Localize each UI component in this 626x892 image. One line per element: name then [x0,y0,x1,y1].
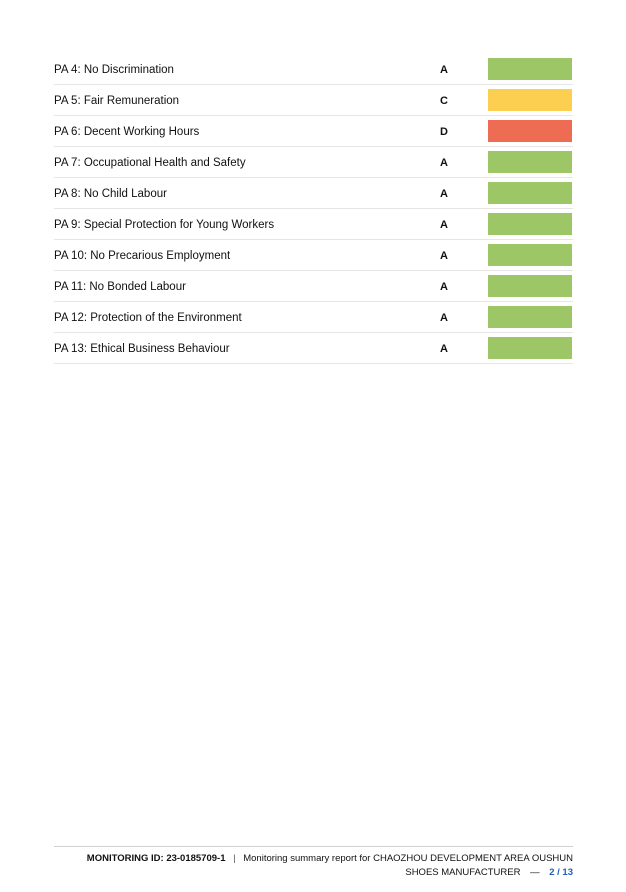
performance-area-label: PA 6: Decent Working Hours [54,126,200,138]
table-row [54,178,573,209]
grade-letter: A [440,250,448,262]
grade-letter: A [440,219,448,231]
table-row [54,333,573,364]
monitoring-id-value: 23-0185709-1 [166,853,226,864]
grade-color-swatch [488,213,572,235]
grade-letter: A [440,157,448,169]
table-row [54,54,573,85]
performance-area-label: PA 8: No Child Labour [54,188,167,200]
footer-separator: | [233,853,236,864]
grade-letter: A [440,312,448,324]
grade-color-swatch [488,275,572,297]
table-row [54,147,573,178]
report-description-continued: SHOES MANUFACTURER [405,867,521,878]
report-description: Monitoring summary report for CHAOZHOU DEVELOPMENT AREA OUSHUN [243,853,573,864]
footer-line-2 [54,866,573,880]
grade-color-swatch [488,58,572,80]
grade-letter: A [440,64,448,76]
performance-area-label: PA 11: No Bonded Labour [54,281,186,293]
grade-color-swatch [488,337,572,359]
performance-areas-table [54,54,573,364]
performance-area-label: PA 5: Fair Remuneration [54,95,180,107]
page-footer [54,846,573,880]
performance-area-label: PA 7: Occupational Health and Safety [54,157,246,169]
performance-area-label: PA 9: Special Protection for Young Workers [54,219,275,231]
grade-color-swatch [488,182,572,204]
table-row [54,85,573,116]
performance-area-label: PA 4: No Discrimination [54,64,174,76]
grade-letter: A [440,343,448,355]
page-number: 2 / 13 [549,867,573,878]
grade-color-swatch [488,89,572,111]
footer-line-1 [54,852,573,866]
grade-letter: D [440,126,448,138]
performance-area-label: PA 10: No Precarious Employment [54,250,231,262]
footer-dash: — [530,867,540,878]
performance-area-label: PA 12: Protection of the Environment [54,312,242,324]
monitoring-id-label: MONITORING ID: [86,853,164,864]
table-row [54,271,573,302]
grade-letter: A [440,188,448,200]
performance-area-label: PA 13: Ethical Business Behaviour [54,343,230,355]
table-row [54,302,573,333]
table-row [54,116,573,147]
grade-color-swatch [488,244,572,266]
grade-color-swatch [488,306,572,328]
grade-color-swatch [488,120,572,142]
grade-letter: A [440,281,448,293]
grade-letter: C [440,95,448,107]
grade-color-swatch [488,151,572,173]
table-row [54,240,573,271]
table-row [54,209,573,240]
